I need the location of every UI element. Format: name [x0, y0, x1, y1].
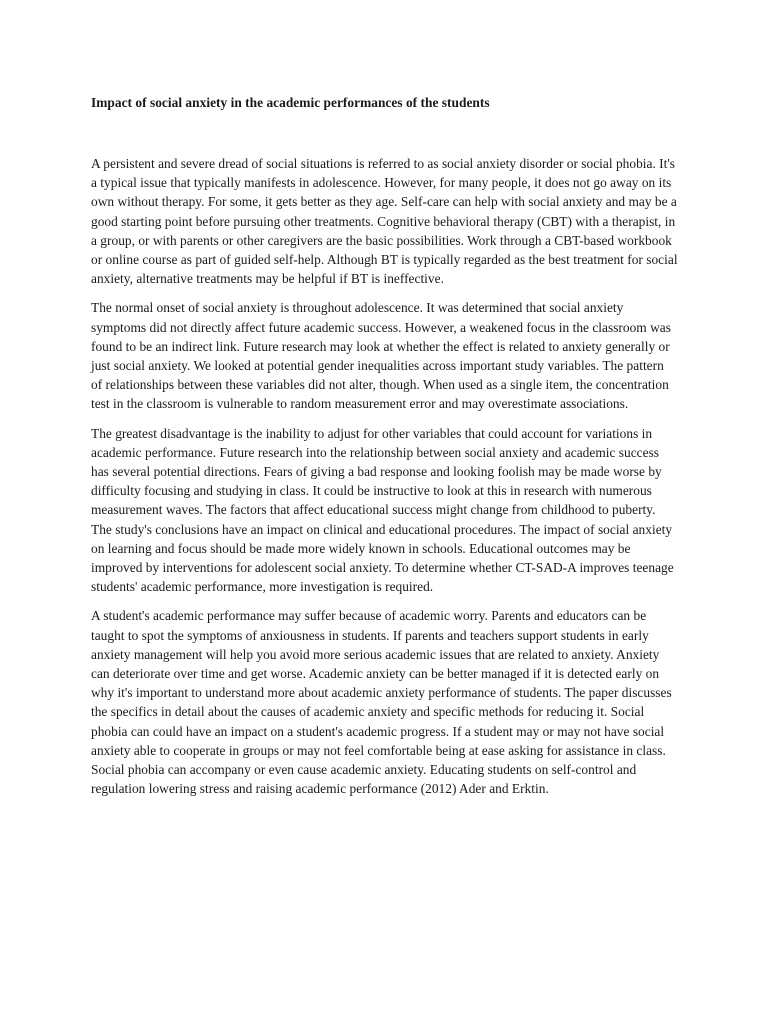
body-paragraph-1: A persistent and severe dread of social situations is referred to as social anxiety disorder or social phobia. It's a typical issue that typically manifests in adolescence. However, for many people, it does not go away on its own without therapy. For some, it gets better as they age. Self-care can help with social anxiety and may be a good starting point before pursuing other treatments. Cognitive behavioral therapy (CBT) with a therapist, in a group, or with parents or other caregivers are the basic possibilities. Work through a CBT-based workbook or online course as part of guided self-help. Although BT is typically regarded as the best treatment for social anxiety, alternative treatments may be helpful if BT is ineffective. — [91, 156, 678, 287]
body-paragraph-3: The greatest disadvantage is the inability to adjust for other variables that could account for variations in academic performance. Future research into the relationship between social anxiety and academic success has several potential directions. Fears of giving a bad response and looking foolish may be made worse by difficulty focusing and studying in class. It could be instructive to look at this in research with numerous measurement waves. The factors that affect educational success might change from childhood to puberty. The study's conclusions have an impact on clinical and educational procedures. The impact of social anxiety on learning and focus should be made more widely known in schools. Educational outcomes may be improved by interventions for adolescent social anxiety. To determine whether CT-SAD-A improves teenage students' academic performance, more investigation is required. — [91, 425, 674, 595]
body-paragraph-2: The normal onset of social anxiety is throughout adolescence. It was determined that social anxiety symptoms did not directly affect future academic success. However, a weakened focus in the classroom was found to be an indirect link. Future research may look at whether the effect is related to anxiety generally or just social anxiety. We looked at potential gender inequalities across important study variables. The pattern of relationships between these variables did not alter, though. When used as a single item, the concentration test in the classroom is vulnerable to random measurement error and may overestimate associations. — [91, 300, 671, 412]
body-paragraph-4: A student's academic performance may suffer because of academic worry. Parents and educators can be taught to spot the symptoms of anxiousness in students. If parents and teachers support students in early anxiety management will help you avoid more serious academic issues that are related to anxiety. Anxiety can deteriorate over time and get worse. Academic anxiety can be better managed if it is detected early on why it's important to understand more about academic anxiety performance of students. The paper discusses the specifics in detail about the causes of academic anxiety and specific methods for reducing it. Social phobia can could have an impact on a student's academic progress. If a student may or may not have social anxiety able to cooperate in groups or may not feel comfortable being at ease asking for assistance in class. Social phobia can accompany or even cause academic anxiety. Educating students on self-control and regulation lowering stress and raising academic performance (2012) Ader and Erktin. — [91, 608, 672, 797]
document-body — [91, 154, 678, 799]
document-title: Impact of social anxiety in the academic performances of the students — [91, 95, 490, 110]
